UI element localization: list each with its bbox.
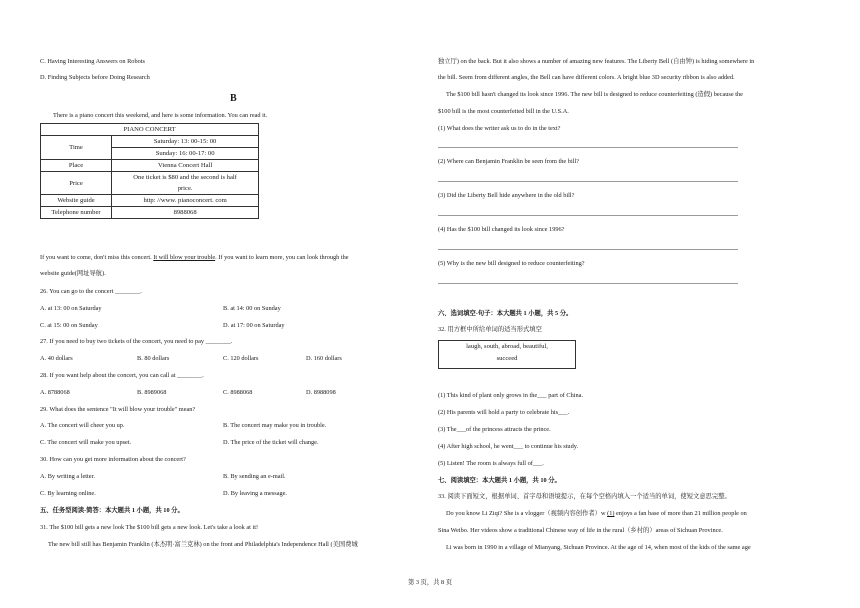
paragraph-1-line-2: website guide(网址导航). — [40, 270, 106, 277]
question-29: 29. What does the sentence "It will blow your trouble" mean? — [40, 406, 196, 413]
word-box-line-1: laugh, south, abroad, beautiful, — [466, 343, 548, 350]
passage-cont-4: $100 bill is the most counterfeited bill in the U.S.A. — [438, 108, 569, 115]
q27-option-a: A. 40 dollars — [40, 355, 73, 362]
paragraph-1 — [40, 254, 349, 262]
q28-option-c: C. 8988068 — [223, 389, 253, 396]
time-label: Time — [41, 136, 112, 160]
time-saturday: Saturday: 13: 00-15: 00 — [112, 136, 259, 148]
answer-line-1[interactable] — [438, 147, 738, 148]
question-26: 26. You can go to the concert ________. — [40, 288, 142, 295]
website-value: http: //www. pianoconcert. com — [112, 195, 259, 207]
concert-intro: There is a piano concert this weekend, and here is some information. You can read it. — [53, 112, 268, 119]
q29-option-d: D. The price of the ticket will change. — [223, 439, 319, 446]
table-title: PIANO CONCERT — [41, 124, 259, 136]
answer-line-3[interactable] — [438, 215, 738, 216]
answer-question-1: (1) What does the writer ask us to do in the text? — [438, 125, 561, 132]
question-33: 33. 阅读下面短文，根据单词、首字母和语境提示，在每个空格内填入一个适当的单词，使短文意思完整。 — [438, 493, 731, 500]
word-box-line-2: succeed — [496, 355, 518, 362]
q30-option-c: C. By learning online. — [40, 490, 96, 497]
q30-option-d: D. By leaving a message. — [223, 490, 288, 497]
q26-option-b: B. at 14: 00 on Sunday — [223, 305, 281, 312]
fill-4: (4) After high school, he went___ to continue his study. — [438, 443, 579, 450]
section-b-heading: B — [230, 93, 237, 104]
q27-option-c: C. 120 dollars — [223, 355, 259, 362]
price-line-2: price. — [112, 183, 259, 195]
q27-option-b: B. 80 dollars — [137, 355, 170, 362]
fill-2: (2) His parents will hold a party to celebrate his___. — [438, 409, 570, 416]
fill-5: (5) Listen! The room is always full of___. — [438, 460, 544, 467]
question-32: 32. 用方框中所给单词的适当形式填空 — [438, 326, 542, 333]
answer-line-4[interactable] — [438, 249, 738, 250]
paragraph-1-start: If you want to come, don't miss this concert. — [40, 254, 154, 261]
q26-option-c: C. at 15: 00 on Sunday — [40, 322, 98, 329]
q26-option-a: A. at 13: 00 on Saturday — [40, 305, 102, 312]
place-label: Place — [41, 160, 112, 172]
section-6-heading: 六、选词填空-句子：本大题共 1 小题，共 5 分。 — [438, 310, 573, 317]
passage-cont-1: 独立厅) on the back. But it also shows a number of amazing new features. The Liberty Bell (自由钟) is hiding somewhere in — [438, 58, 755, 65]
price-line-1: One ticket is $80 and the second is half — [112, 172, 259, 184]
passage-cont-3: The $100 bill hasn't changed its look since 1996. The new bill is designed to reduce counterfeiting (造假) because the — [446, 91, 743, 98]
page-footer: 第 3 页，共 8 页 — [407, 579, 453, 586]
question-28: 28. If you want help about the concert, you can call at ________. — [40, 372, 204, 379]
q27-option-d: D. 160 dollars — [306, 355, 342, 362]
answer-line-2[interactable] — [438, 181, 738, 182]
fill-3: (3) The___of the princess attracts the prince. — [438, 426, 551, 433]
answer-line-5[interactable] — [438, 283, 738, 284]
underlined-phrase: It will blow your trouble — [153, 254, 216, 261]
passage-cont-2: the bill. Seem from different angles, the Bell can have different colors. A bright blue 3D security ribbon is also added. — [438, 74, 735, 81]
fill-1: (1) This kind of plant only grows in the___ part of China. — [438, 392, 584, 399]
phone-label: Telephone number — [41, 207, 112, 219]
phone-value: 8988068 — [112, 207, 259, 219]
q33-paragraph-1 — [446, 510, 747, 518]
paragraph-1-end: . If you want to learn more, you can look through the — [215, 254, 349, 261]
q28-option-d: D. 8988098 — [306, 389, 336, 396]
q30-option-b: B. By sending an e-mail. — [223, 473, 286, 480]
q26-option-d: D. at 17: 00 on Saturday — [223, 322, 285, 329]
q33-paragraph-3: Li was born in 1990 in a village of Mianyang, Sichuan Province. At the age of 14, when most of the kids of the same age — [446, 544, 751, 551]
blank-1[interactable]: (1) — [607, 510, 615, 517]
q29-option-b: B. The concert may make you in trouble. — [223, 422, 327, 429]
price-label: Price — [41, 172, 112, 195]
answer-question-2: (2) Where can Benjamin Franklin be seen from the bill? — [438, 158, 579, 165]
q33-p1-start: Do you know Li Ziqi? She is a vlogger（视频内容创作者）w — [446, 510, 608, 517]
q31-paragraph-1: The new bill still has Benjamin Franklin (本杰明·富兰克林) on the front and Philadelphia's Independence Hall (美国费城 — [48, 541, 358, 548]
word-box — [438, 340, 576, 369]
q29-option-a: A. The concert will cheer you up. — [40, 422, 125, 429]
concert-table — [40, 123, 266, 219]
answer-question-4: (4) Has the $100 bill changed its look since 1996? — [438, 226, 565, 233]
section-7-heading: 七、阅读填空：本大题共 1 小题，共 10 分。 — [438, 477, 561, 484]
answer-question-5: (5) Why is the new bill designed to reduce counterfeiting? — [438, 260, 585, 267]
q33-paragraph-2: Sina Weibo. Her videos show a traditional Chinese way of life in the rural（乡村的）areas of Sichuan Province. — [438, 527, 723, 534]
option-d-prev: D. Finding Subjects before Doing Research — [40, 74, 150, 81]
time-sunday: Sunday: 16: 00-17: 00 — [112, 148, 259, 160]
q28-option-b: B. 8989068 — [137, 389, 167, 396]
question-27: 27. If you need to buy two tickets of the concert, you need to pay ________. — [40, 338, 233, 345]
q30-option-a: A. By writing a letter. — [40, 473, 95, 480]
option-c-prev: C. Having Interesting Answers on Robots — [40, 58, 145, 65]
q29-option-c: C. The concert will make you upset. — [40, 439, 132, 446]
question-30: 30. How can you get more information about the concert? — [40, 456, 186, 463]
answer-question-3: (3) Did the Liberty Bell hide anywhere in the old bill? — [438, 192, 575, 199]
q28-option-a: A. 8788068 — [40, 389, 70, 396]
section-5-heading: 五、任务型阅读-简答：本大题共 1 小题，共 10 分。 — [40, 507, 184, 514]
q33-p1-end: enjoys a fan base of more than 21 million people on — [614, 510, 747, 517]
website-label: Website guide — [41, 195, 112, 207]
question-31: 31. The $100 bill gets a new look The $100 bill gets a new look. Let's take a look at it! — [40, 524, 259, 531]
place-value: Vienna Concert Hall — [112, 160, 259, 172]
